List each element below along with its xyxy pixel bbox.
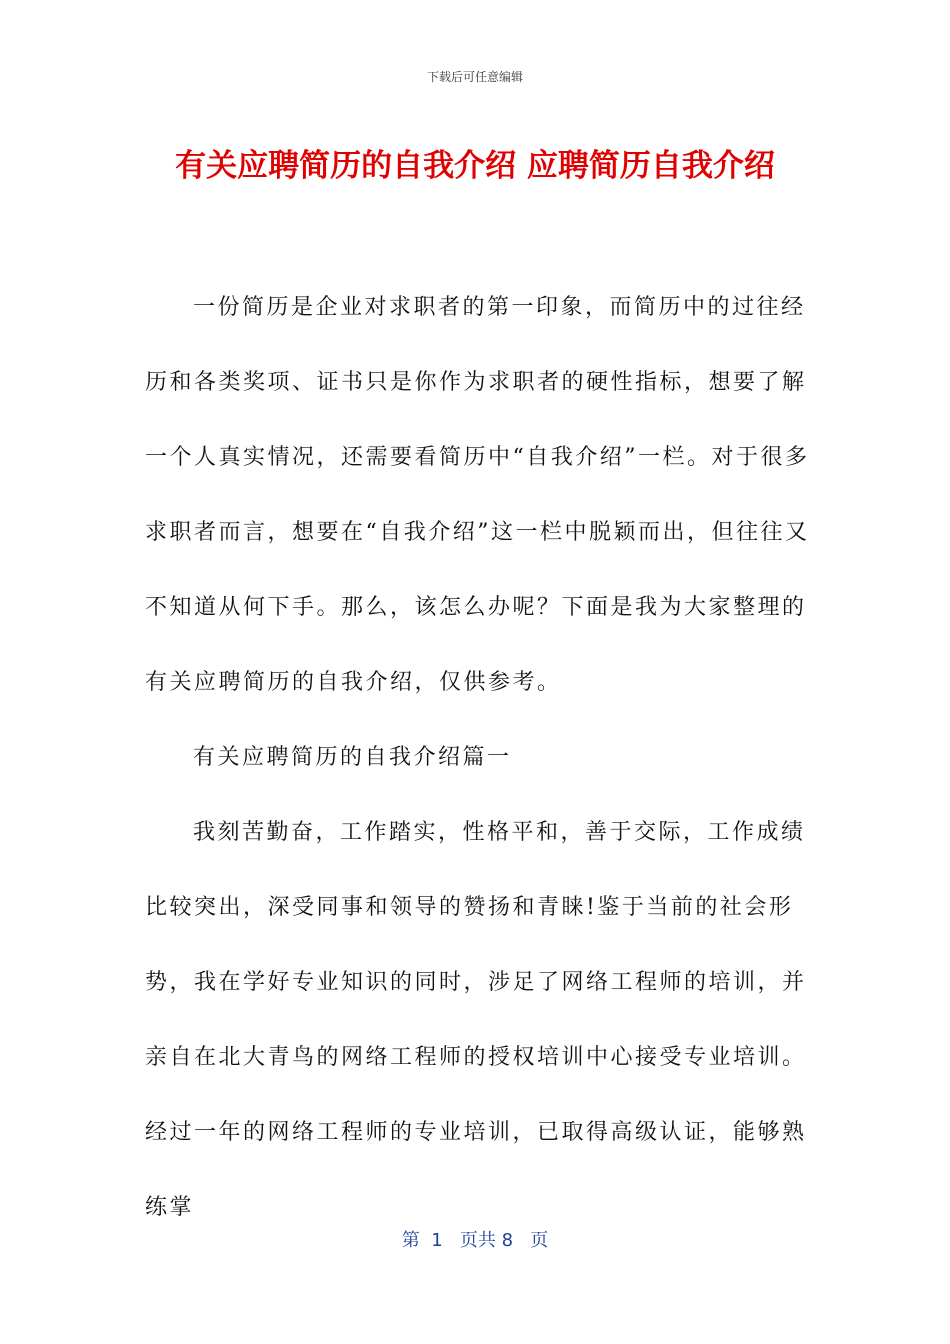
header-note: 下载后可任意编辑 [426, 70, 523, 84]
section-heading: 有关应聘简历的自我介绍篇一 [193, 745, 512, 770]
paragraph-intro: 一份简历是企业对求职者的第一印象，而简历中的过往经历和各类奖项、证书只是你作为求职者的硬性指标，想要了解一个人真实情况，还需要看简历中“自我介绍”一栏。对于很多求职者而言，想要在“自我介绍”这一栏中脱颖而出，但往往又不知道从何下手。那么，该怎么办呢？下面是我为大家整理的有关应聘简历的自我介绍，仅供参考。 [145, 295, 810, 695]
document-body [145, 270, 825, 1245]
page-number-footer: 第 1 页共 8 页 [401, 1230, 549, 1251]
paragraph-section-one: 我刻苦勤奋，工作踏实，性格平和，善于交际，工作成绩比较突出，深受同事和领导的赞扬和青睐!鉴于当前的社会形势，我在学好专业知识的同时，涉足了网络工程师的培训，并亲自在北大青鸟的网络工程师的授权培训中心接受专业培训。经过一年的网络工程师的专业培训，已取得高级认证，能够熟练掌 [145, 820, 807, 1220]
document-title: 有关应聘简历的自我介绍 应聘简历自我介绍 [175, 148, 775, 184]
